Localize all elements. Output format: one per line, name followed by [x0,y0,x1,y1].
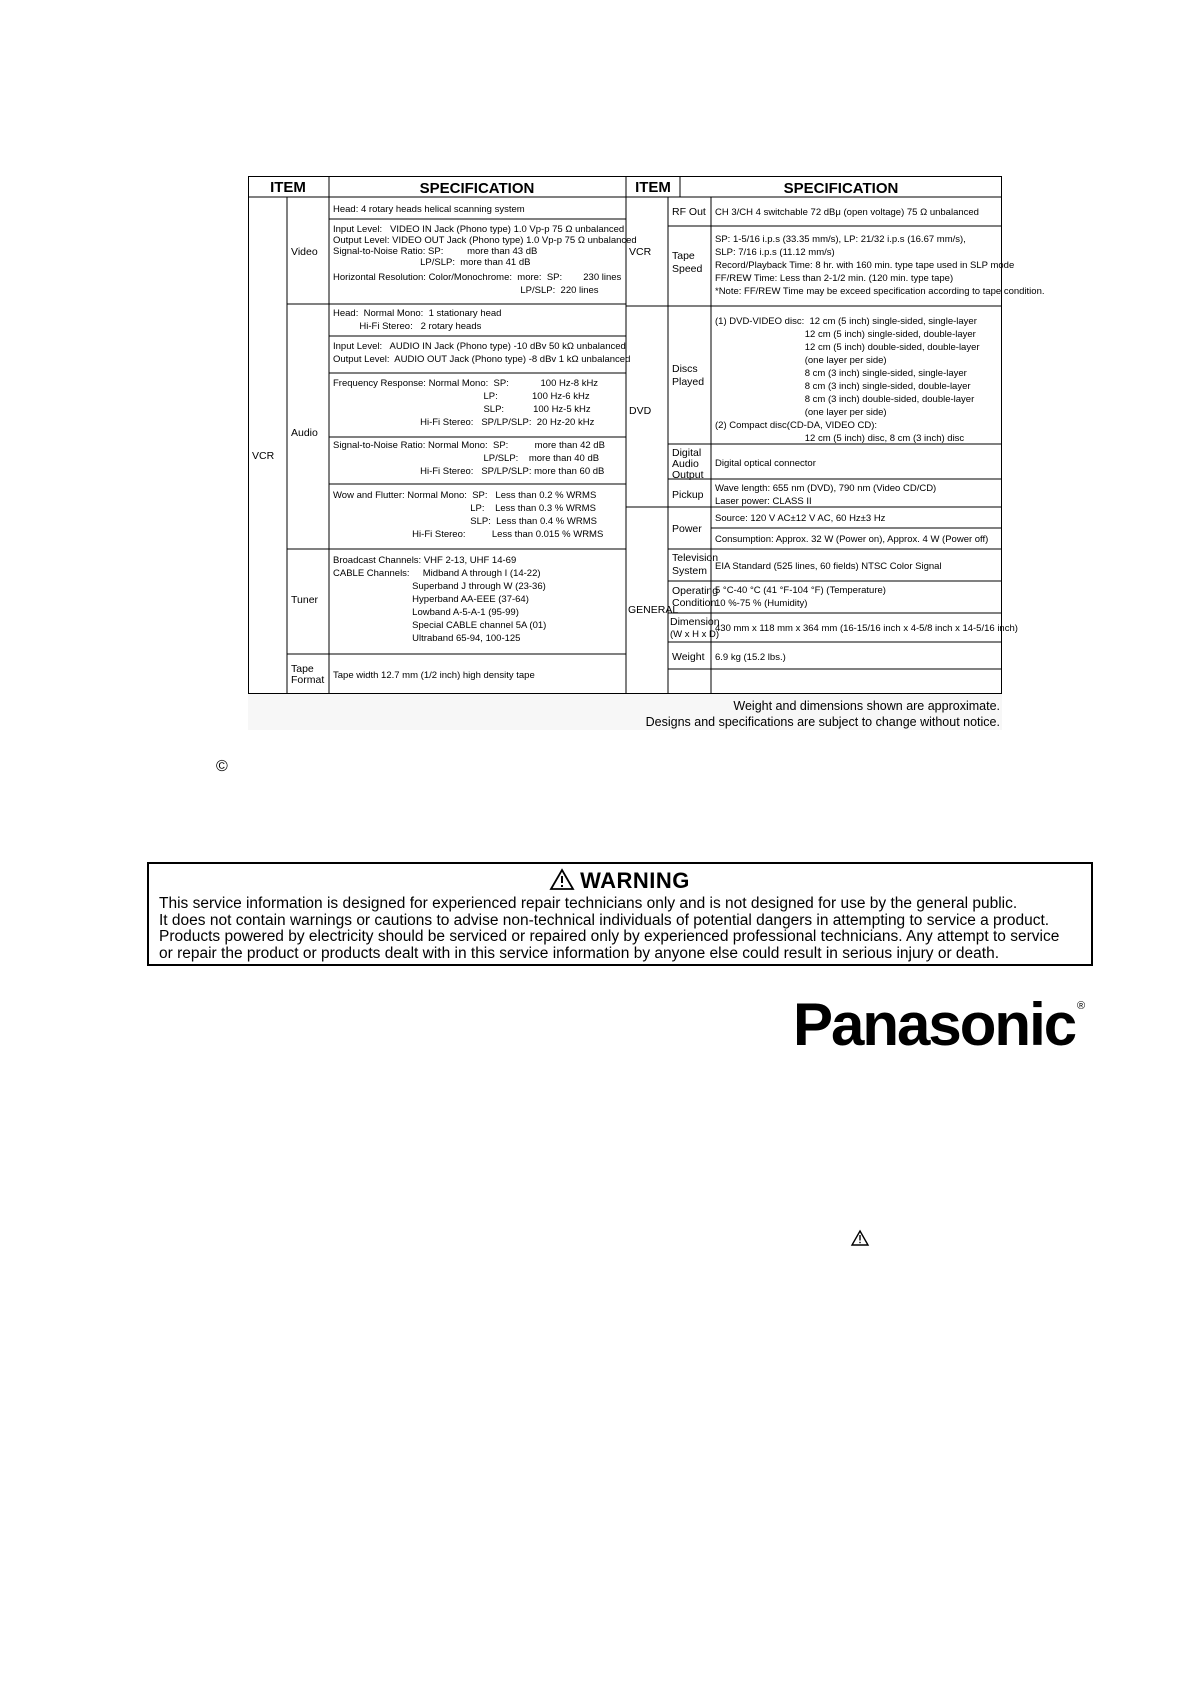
spec-line: Head: 4 rotary heads helical scanning system [333,204,525,215]
spec-line: Output Level: VIDEO OUT Jack (Phono type) 1.0 Vp-p 75 Ω unbalanced [333,235,637,246]
header-item-right: ITEM [635,179,671,196]
spec-line: 8 cm (3 inch) single-sided, single-layer [715,368,967,379]
warning-line: or repair the product or products dealt with in this service information by anyone else could result in serious injury or death. [159,944,1000,962]
weight-value: 6.9 kg (15.2 lbs.) [715,652,786,663]
spec-line: (one layer per side) [715,407,887,418]
category-vcr-right: VCR [629,246,652,258]
spec-line: Output Level: AUDIO OUT Jack (Phono type) -8 dBv 1 kΩ unbalanced [333,354,631,365]
spec-line: (1) DVD-VIDEO disc: 12 cm (5 inch) single-sided, single-layer [715,316,977,327]
rf-out-value: CH 3/CH 4 switchable 72 dBμ (open voltage) 75 Ω unbalanced [715,207,979,218]
label-dimension: Dimension [670,616,720,628]
warning-triangle-icon [550,869,574,896]
power-consumption: Consumption: Approx. 32 W (Power on), Approx. 4 W (Power off) [715,534,989,545]
label-tape: Tape [672,250,695,262]
spec-line: *Note: FF/REW Time may be exceed specification according to tape condition. [715,286,1045,297]
spec-line: Signal-to-Noise Ratio: Normal Mono: SP: more than 42 dB [333,440,605,451]
spec-line: 10 %-75 % (Humidity) [715,598,808,609]
spec-line: Wow and Flutter: Normal Mono: SP: Less than 0.2 % WRMS [333,490,597,501]
label-condition: Condition [672,597,717,609]
spec-line: 12 cm (5 inch) double-sided, double-layer [715,342,980,353]
spec-line: SP: 1-5/16 i.p.s (33.35 mm/s), LP: 21/32 i.p.s (16.67 mm/s), [715,234,966,245]
audio-spec-lines [333,308,630,540]
label-speed: Speed [672,263,703,275]
warning-title-text: WARNING [580,868,690,893]
label-played: Played [672,376,705,388]
category-vcr-left: VCR [252,450,275,462]
header-spec-right: SPECIFICATION [783,180,899,197]
spec-line: Signal-to-Noise Ratio: SP: more than 43 dB [333,246,538,257]
spec-line: 8 cm (3 inch) double-sided, double-layer [715,394,975,405]
label-format: Format [291,674,325,686]
warning-box [147,862,1093,966]
digital-audio-value: Digital optical connector [715,458,816,469]
label-video: Video [291,246,318,258]
registered-mark: ® [1077,1000,1086,1012]
header-item-left: ITEM [270,179,306,196]
spec-line: Input Level: VIDEO IN Jack (Phono type) 1.0 Vp-p 75 Ω unbalanced [333,224,625,235]
panasonic-logo: Panasonic [793,991,1076,1058]
copyright-symbol: © [216,758,228,775]
spec-line: Hi-Fi Stereo: SP/LP/SLP: 20 Hz-20 kHz [333,417,595,428]
label-tape: Tape [291,663,314,675]
label-weight: Weight [672,651,705,663]
spec-line: Horizontal Resolution: Color/Monochrome: more: SP: 230 lines [333,272,622,283]
label-power: Power [672,523,702,535]
dimension-value: 430 mm x 118 mm x 364 mm (16-15/16 inch x 4-5/8 inch x 14-5/16 inch) [715,623,1018,634]
spec-line: 8 cm (3 inch) single-sided, double-layer [715,381,971,392]
spec-line: FF/REW Time: Less than 2-1/2 min. (120 min. type tape) [715,273,954,284]
warning-title [149,868,1091,896]
specification-table [248,176,1045,730]
spec-line: LP: 100 Hz-6 kHz [333,391,590,402]
spec-line: Broadcast Channels: VHF 2-13, UHF 14-69 [333,555,517,566]
spec-line: Head: Normal Mono: 1 stationary head [333,308,502,319]
tuner-spec-lines [333,555,546,644]
spec-table-graphic [248,176,1045,730]
spec-line: Lowband A-5-A-1 (95-99) [333,607,519,618]
spec-line: Input Level: AUDIO IN Jack (Phono type) -10 dBv 50 kΩ unbalanced [333,341,626,352]
label-audio: Audio [291,427,318,439]
label-audio: Audio [672,458,699,470]
category-general: GENERAL [628,604,679,616]
spec-line: Wave length: 655 nm (DVD), 790 nm (Video CD/CD) [715,483,937,494]
tv-system-value: EIA Standard (525 lines, 60 fields) NTSC Color Signal [715,561,942,572]
spec-line: SLP: 7/16 i.p.s (11.12 mm/s) [715,247,835,258]
spec-line: LP/SLP: more than 40 dB [333,453,600,464]
note-weight-dimensions: Weight and dimensions shown are approximate. [733,699,1000,713]
spec-line: Hyperband AA-EEE (37-64) [333,594,529,605]
power-source: Source: 120 V AC±12 V AC, 60 Hz±3 Hz [715,513,886,524]
spec-line: CABLE Channels: Midband A through I (14-22) [333,568,541,579]
spec-line: 12 cm (5 inch) single-sided, double-layer [715,329,976,340]
spec-line: LP: Less than 0.3 % WRMS [333,503,596,514]
label-output: Output [672,469,704,481]
category-dvd: DVD [629,405,652,417]
spec-line: 5 °C-40 °C (41 °F-104 °F) (Temperature) [715,585,886,596]
label-television: Television [672,552,719,564]
warning-line: Products powered by electricity should be serviced or repaired only by experienced professional technicians. Any attempt to service [159,928,1060,946]
spec-line: Superband J through W (23-36) [333,581,546,592]
spec-line: 12 cm (5 inch) disc, 8 cm (3 inch) disc [715,433,965,444]
spec-line: Ultraband 65-94, 100-125 [333,633,521,644]
warning-line: This service information is designed for experienced repair technicians only and is not designed for use by the general public. [159,895,1018,912]
spec-line: Hi-Fi Stereo: SP/LP/SLP: more than 60 dB [333,466,605,477]
label-pickup: Pickup [672,489,704,501]
label-rf-out: RF Out [672,206,706,218]
spec-line: Hi-Fi Stereo: 2 rotary heads [333,321,482,332]
spec-line: Laser power: CLASS II [715,496,812,507]
header-spec-left: SPECIFICATION [419,180,535,197]
note-designs-specs: Designs and specifications are subject to change without notice. [645,715,1000,729]
spec-line: LP/SLP: more than 41 dB [333,257,531,268]
spec-line: (2) Compact disc(CD-DA, VIDEO CD): [715,420,878,431]
spec-line: Frequency Response: Normal Mono: SP: 100 Hz-8 kHz [333,378,599,389]
tape-format-value: Tape width 12.7 mm (1/2 inch) high density tape [333,670,535,681]
label-digital: Digital [672,447,702,459]
spec-line: Hi-Fi Stereo: Less than 0.015 % WRMS [333,529,604,540]
spec-line: Special CABLE channel 5A (01) [333,620,547,631]
label-whd: (W x H x D) [670,629,720,640]
label-discs: Discs [672,363,698,375]
label-system: System [672,565,708,577]
label-operating: Operating [672,585,719,597]
spec-line: LP/SLP: 220 lines [333,285,599,296]
spec-line: (one layer per side) [715,355,887,366]
label-tuner: Tuner [291,594,319,606]
spec-line: SLP: 100 Hz-5 kHz [333,404,591,415]
spec-line: Record/Playback Time: 8 hr. with 160 min. type tape used in SLP mode [715,260,1015,271]
warning-line: It does not contain warnings or cautions to advise non-technical individuals of potential dangers in attempting to service a product. [159,911,1050,929]
caution-triangle-icon [851,1230,869,1251]
warning-text [159,896,1083,962]
spec-line: SLP: Less than 0.4 % WRMS [333,516,597,527]
